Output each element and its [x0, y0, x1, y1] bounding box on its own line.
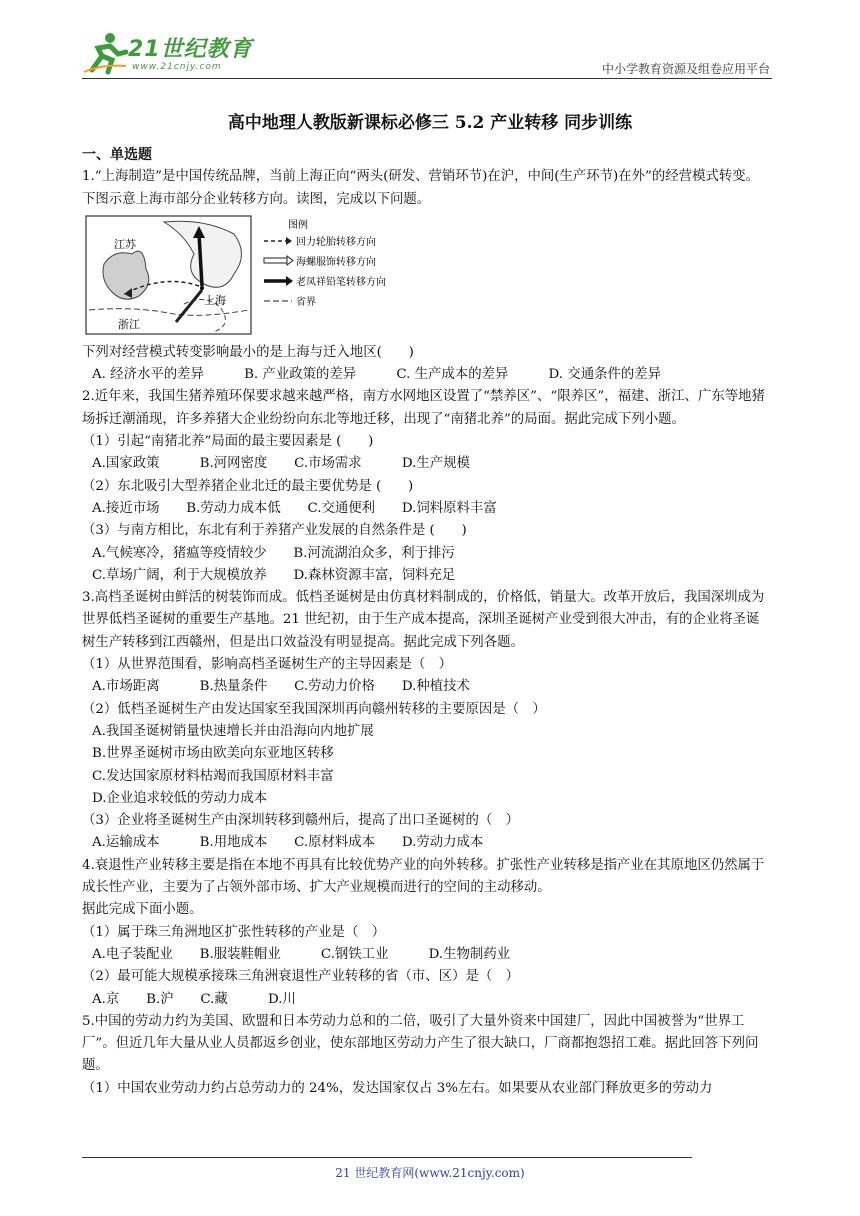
q4-sub2: （2）最可能大规模承接珠三角洲衰退性产业转移的省（市、区）是（ ） — [82, 969, 520, 985]
header-platform-text: 中小学教育资源及组卷应用平台 — [601, 62, 770, 76]
page-header — [0, 0, 860, 80]
map-label-zhejiang: 浙江 — [118, 317, 140, 331]
q3-sub3-options: A.运输成本 B.用地成本 C.原材料成本 D.劳动力成本 — [92, 835, 484, 851]
legend-title: 图例 — [288, 219, 308, 231]
map-label-shanghai: 上海 — [204, 293, 226, 307]
q3-sub2-option-c: C.发达国家原材料枯竭而我国原材料丰富 — [92, 768, 334, 784]
legend-item-hailuo: 海螺服饰转移方向 — [296, 256, 376, 268]
page-title: 高中地理人教版新课标必修三 5.2 产业转移 同步训练 — [227, 113, 633, 133]
q4-stem-2: 据此完成下面小题。 — [82, 902, 203, 918]
q2-sub3: （3）与南方相比，东北有利于养猪产业发展的自然条件是 ( ) — [82, 523, 467, 539]
q2-stem: 2.近年来，我国生猪养殖环保要求越来越严格，南方水网地区设置了“禁养区”、“限养区”，福建、浙江、广东等地猪场拆迁潮涌现，许多养猪大企业纷纷向东北等地迁移，出现了“南猪北养”的局面。据此完成下列小题。 — [82, 389, 765, 427]
q3-sub2: （2）低档圣诞树生产由发达国家至我国深圳再向赣州转移的主要原因是（ ） — [82, 701, 546, 717]
q1-stem: 1.“上海制造”是中国传统品牌，当前上海正向“两头(研发、营销环节)在沪，中间(生产环节)在外”的经营模式转变。下图示意上海市部分企业转移方向。读图，完成以下问题。 — [82, 169, 760, 207]
runner-logo-icon — [82, 30, 128, 76]
q3-sub1: （1）从世界范围看，影响高档圣诞树生产的主导因素是（ ） — [82, 657, 453, 673]
q4-sub2-options: A.京 B.沪 C.藏 D.川 — [92, 991, 296, 1007]
q2-sub2-options: A.接近市场 B.劳动力成本低 C.交通便利 D.饲料原料丰富 — [92, 500, 497, 516]
q4-sub1: （1）属于珠三角洲地区扩张性转移的产业是（ ） — [82, 924, 386, 940]
legend-item-border: 省界 — [296, 296, 316, 308]
header-divider — [82, 78, 772, 79]
legend-item-laofengxiang: 老凤祥铅笔转移方向 — [296, 276, 386, 288]
footer-link[interactable]: 21 世纪教育网(www.21cnjy.com) — [335, 1166, 525, 1180]
q1-question: 下列对经营模式转变影响最小的是上海与迁入地区( ) — [82, 344, 414, 360]
legend-item-huili: 回力轮胎转移方向 — [296, 236, 376, 248]
q1-options: A. 经济水平的差异 B. 产业政策的差异 C. 生产成本的差异 D. 交通条件的差异 — [92, 367, 662, 383]
logo-text: 21世纪教育 — [128, 37, 253, 62]
q3-sub2-option-b: B.世界圣诞树市场由欧美向东亚地区转移 — [92, 746, 334, 762]
q5-sub1: （1）中国农业劳动力约占总劳动力的 24%，发达国家仅占 3%左右。如果要从农业部门释放更多的劳动力 — [82, 1080, 713, 1096]
q2-sub1-options: A.国家政策 B.河网密度 C.市场需求 D.生产规模 — [92, 456, 470, 472]
logo-url: www.21cnjy.com — [132, 62, 222, 72]
q2-sub2: （2）东北吸引大型养猪企业北迁的最主要优势是 ( ) — [82, 478, 414, 494]
logo — [82, 30, 282, 78]
q3-sub2-option-d: D.企业追求较低的劳动力成本 — [92, 790, 268, 806]
section-heading: 一、单选题 — [82, 147, 152, 163]
q2-sub3-options-2: C.草场广阔，利于大规模放养 D.森林资源丰富，饲料充足 — [92, 567, 456, 583]
q3-stem: 3.高档圣诞树由鲜活的树装饰而成。低档圣诞树是由仿真材料制成的，价格低，销量大。改革开放后，我国深圳成为世界低档圣诞树的重要生产基地。21 世纪初，由于生产成本提高，深圳圣诞树产业受到很大冲击，有的企业将圣诞树生产转移到江西赣州，但是出口效益没有明显提高。据此完成下列各题。 — [82, 590, 765, 650]
map-figure — [84, 214, 404, 338]
q3-sub2-option-a: A.我国圣诞树销量快速增长并由沿海向内地扩展 — [92, 723, 374, 739]
q3-sub3: （3）企业将圣诞树生产由深圳转移到赣州后，提高了出口圣诞树的（ ） — [82, 813, 520, 829]
q4-sub1-options: A.电子装配业 B.服装鞋帽业 C.钢铁工业 D.生物制药业 — [92, 946, 511, 962]
q2-sub3-options-1: A.气候寒冷，猪瘟等疫情较少 B.河流湖泊众多，利于排污 — [92, 545, 455, 561]
q3-sub1-options: A.市场距离 B.热量条件 C.劳动力价格 D.种植技术 — [92, 679, 470, 695]
footer-divider — [82, 1157, 692, 1158]
q4-stem: 4.衰退性产业转移主要是指在本地不再具有比较优势产业的向外转移。扩张性产业转移是指产业在其原地区仍然属于成长性产业，主要为了占领外部市场、扩大产业规模而进行的空间的主动移动。 — [82, 857, 765, 896]
q5-stem: 5.中国的劳动力约为美国、欧盟和日本劳动力总和的二倍，吸引了大量外资来中国建厂，因此中国被誉为“世界工厂”。但近几年大量从业人员都返乡创业，使东部地区劳动力产生了很大缺口，厂商都抱怨招工难。据此回答下列问题。 — [82, 1013, 759, 1074]
question-content — [82, 144, 772, 1100]
q2-sub1: （1）引起“南猪北养”局面的最主要因素是 ( ) — [82, 434, 374, 450]
map-label-jiangsu: 江苏 — [114, 237, 136, 251]
transfer-map — [84, 214, 404, 338]
